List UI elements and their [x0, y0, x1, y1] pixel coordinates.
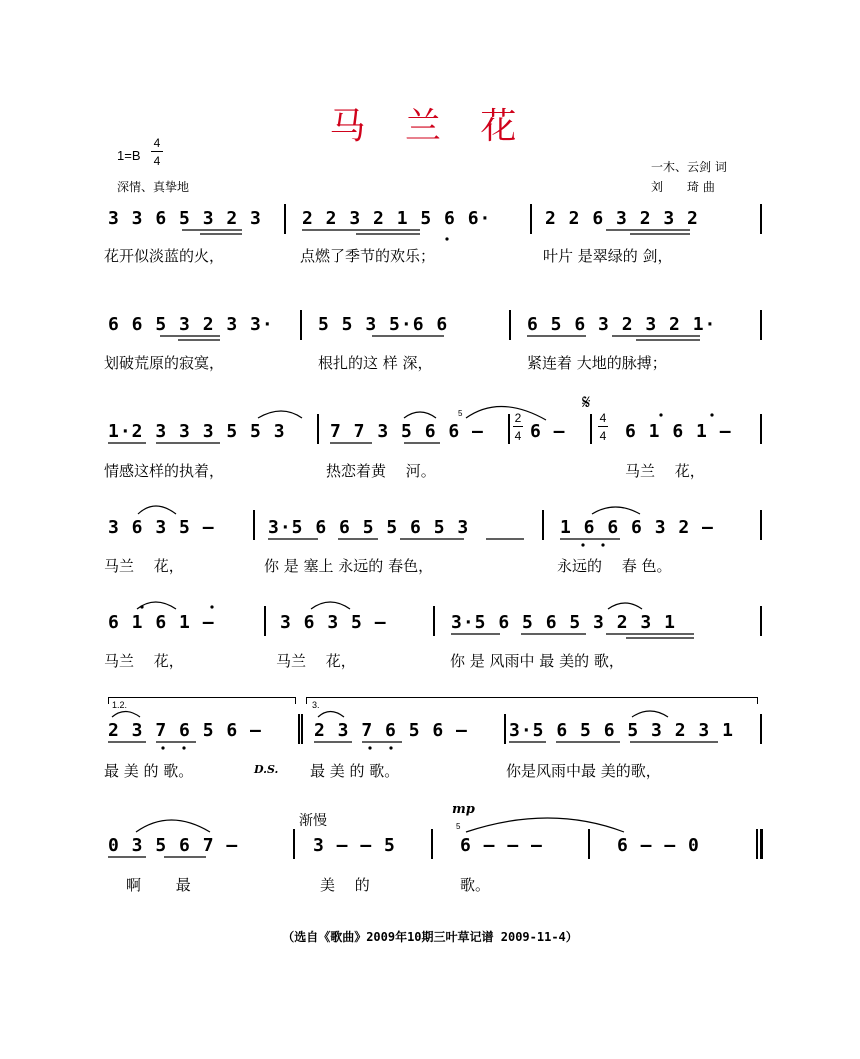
slur	[112, 712, 140, 718]
lyric-line: 最 美 的 歌。	[310, 762, 400, 780]
lyric-line: 马兰 花，	[625, 462, 705, 480]
volta-label-2: 3.	[312, 700, 320, 710]
source-footer: （选自《歌曲》2009年10期三叶草记谱 2009-11-4）	[282, 930, 578, 944]
ritardando-mark: 渐慢	[299, 813, 327, 829]
slur	[466, 406, 546, 420]
time-change-bottom: 4	[514, 429, 522, 443]
low-octave-dot	[368, 746, 371, 749]
time-change-top: 4	[599, 411, 607, 425]
composer-credit: 刘 琦 曲	[651, 180, 715, 194]
lyric-line: 划破荒原的寂寞，	[104, 354, 225, 372]
measure-notes: 2 2 6 3 2 3 2	[545, 208, 699, 229]
slur	[404, 412, 436, 418]
high-octave-dot	[140, 605, 143, 608]
lyric-line: 啊 最	[126, 876, 191, 894]
lyric-line: 情感这样的执着，	[104, 462, 225, 480]
measure-notes: 6 1 6 1 —	[625, 421, 732, 442]
measure-notes: 2 3 7 6 5 6 —	[314, 720, 468, 741]
measure-notes: 6 —	[530, 421, 566, 442]
slur	[592, 507, 640, 514]
slur-marks	[112, 406, 668, 832]
octave-dots	[140, 237, 713, 749]
high-octave-dot	[710, 413, 713, 416]
beam-lines	[108, 230, 718, 857]
measure-notes: 3 — — 5	[313, 835, 396, 856]
volta-label-1: 1.2.	[112, 700, 128, 710]
measure-notes: 6 — — —	[460, 835, 543, 856]
measure-notes: 3·5 6 5 6 5 3 2 3 1	[451, 612, 676, 633]
measure-notes: 1·2 3 3 3 5 5 3	[108, 421, 286, 442]
grace-note: 5	[456, 822, 461, 831]
lyric-line: 你 是 风雨中 最 美的 歌，	[450, 652, 624, 670]
lyric-line: 你是风雨中最 美的歌，	[506, 762, 661, 780]
lyric-line: 美 的	[320, 876, 370, 894]
slur	[138, 506, 176, 514]
measure-notes: 3 6 3 5 —	[108, 517, 215, 538]
measure-notes: 5 5 3 5·6 6	[318, 314, 449, 335]
measure-notes: 6 1 6 1 —	[108, 612, 215, 633]
measure-notes: 3 3 6 5 3 2 3	[108, 208, 262, 229]
slur	[311, 602, 350, 609]
time-change-top: 2	[514, 411, 522, 425]
lyric-line: 你 是 塞上 永远的 春色，	[264, 557, 434, 575]
lyric-line: 点燃了季节的欢乐；	[300, 247, 436, 265]
grace-note: 5	[458, 409, 463, 418]
slur	[258, 411, 302, 418]
lyric-line: 永远的 春 色。	[557, 557, 672, 575]
lyric-line: 叶片 是翠绿的 剑，	[543, 247, 673, 265]
lyric-line: 热恋着黄 河。	[326, 462, 436, 480]
time-signature-top: 4	[153, 136, 161, 150]
low-octave-dot	[601, 543, 604, 546]
tempo-expression: 深情、真挚地	[117, 180, 190, 194]
measure-notes: 6 6 5 3 2 3 3·	[108, 314, 274, 335]
high-octave-dot	[210, 605, 213, 608]
key-signature: 1=B	[117, 148, 141, 163]
low-octave-dot	[389, 746, 392, 749]
low-octave-dot	[161, 746, 164, 749]
lyric-line: 花开似淡蓝的火，	[104, 247, 225, 265]
lyric-line: 马兰 花，	[104, 557, 184, 575]
segno-sign: 𝄋	[582, 390, 591, 414]
dal-segno-mark: D.S.	[254, 763, 279, 776]
slur	[466, 818, 624, 832]
slur	[608, 603, 642, 609]
low-octave-dot	[445, 237, 448, 240]
lyric-line: 最 美 的 歌。	[104, 762, 194, 780]
lyric-line: 马兰 花，	[104, 652, 184, 670]
dynamic-mark: mp	[452, 802, 475, 817]
lyric-line: 马兰 花，	[276, 652, 356, 670]
time-change-bottom: 4	[599, 429, 607, 443]
measure-notes: 2 2 3 2 1 5 6 6·	[302, 208, 492, 229]
lyric-line: 根扎的这 样 深，	[318, 354, 433, 372]
measure-notes: 7 7 3 5 6 6 —	[330, 421, 484, 442]
time-signature-bottom: 4	[153, 154, 161, 168]
low-octave-dot	[182, 746, 185, 749]
measure-notes: 6 5 6 3 2 3 2 1·	[527, 314, 717, 335]
song-title: 马 兰 花	[329, 106, 531, 147]
slur	[136, 820, 210, 832]
lyric-line: 紧连着 大地的脉搏；	[527, 354, 667, 372]
lyricist-credit: 一木、云剑 词	[651, 160, 727, 174]
low-octave-dot	[581, 543, 584, 546]
measure-notes: 6 — — 0	[617, 835, 700, 856]
slur	[632, 711, 668, 717]
measure-notes: 1 6 6 6 3 2 —	[560, 517, 714, 538]
slur	[318, 712, 344, 718]
lyric-line: 歌。	[460, 876, 491, 894]
measure-notes: 0 3 5 6 7 —	[108, 835, 239, 856]
measure-notes: 2 3 7 6 5 6 —	[108, 720, 262, 741]
measure-notes: 3 6 3 5 —	[280, 612, 387, 633]
measure-notes: 3·5 6 5 6 5 3 2 3 1	[509, 720, 734, 741]
measure-notes: 3·5 6 6 5 5 6 5 3	[268, 517, 470, 538]
high-octave-dot	[659, 413, 662, 416]
